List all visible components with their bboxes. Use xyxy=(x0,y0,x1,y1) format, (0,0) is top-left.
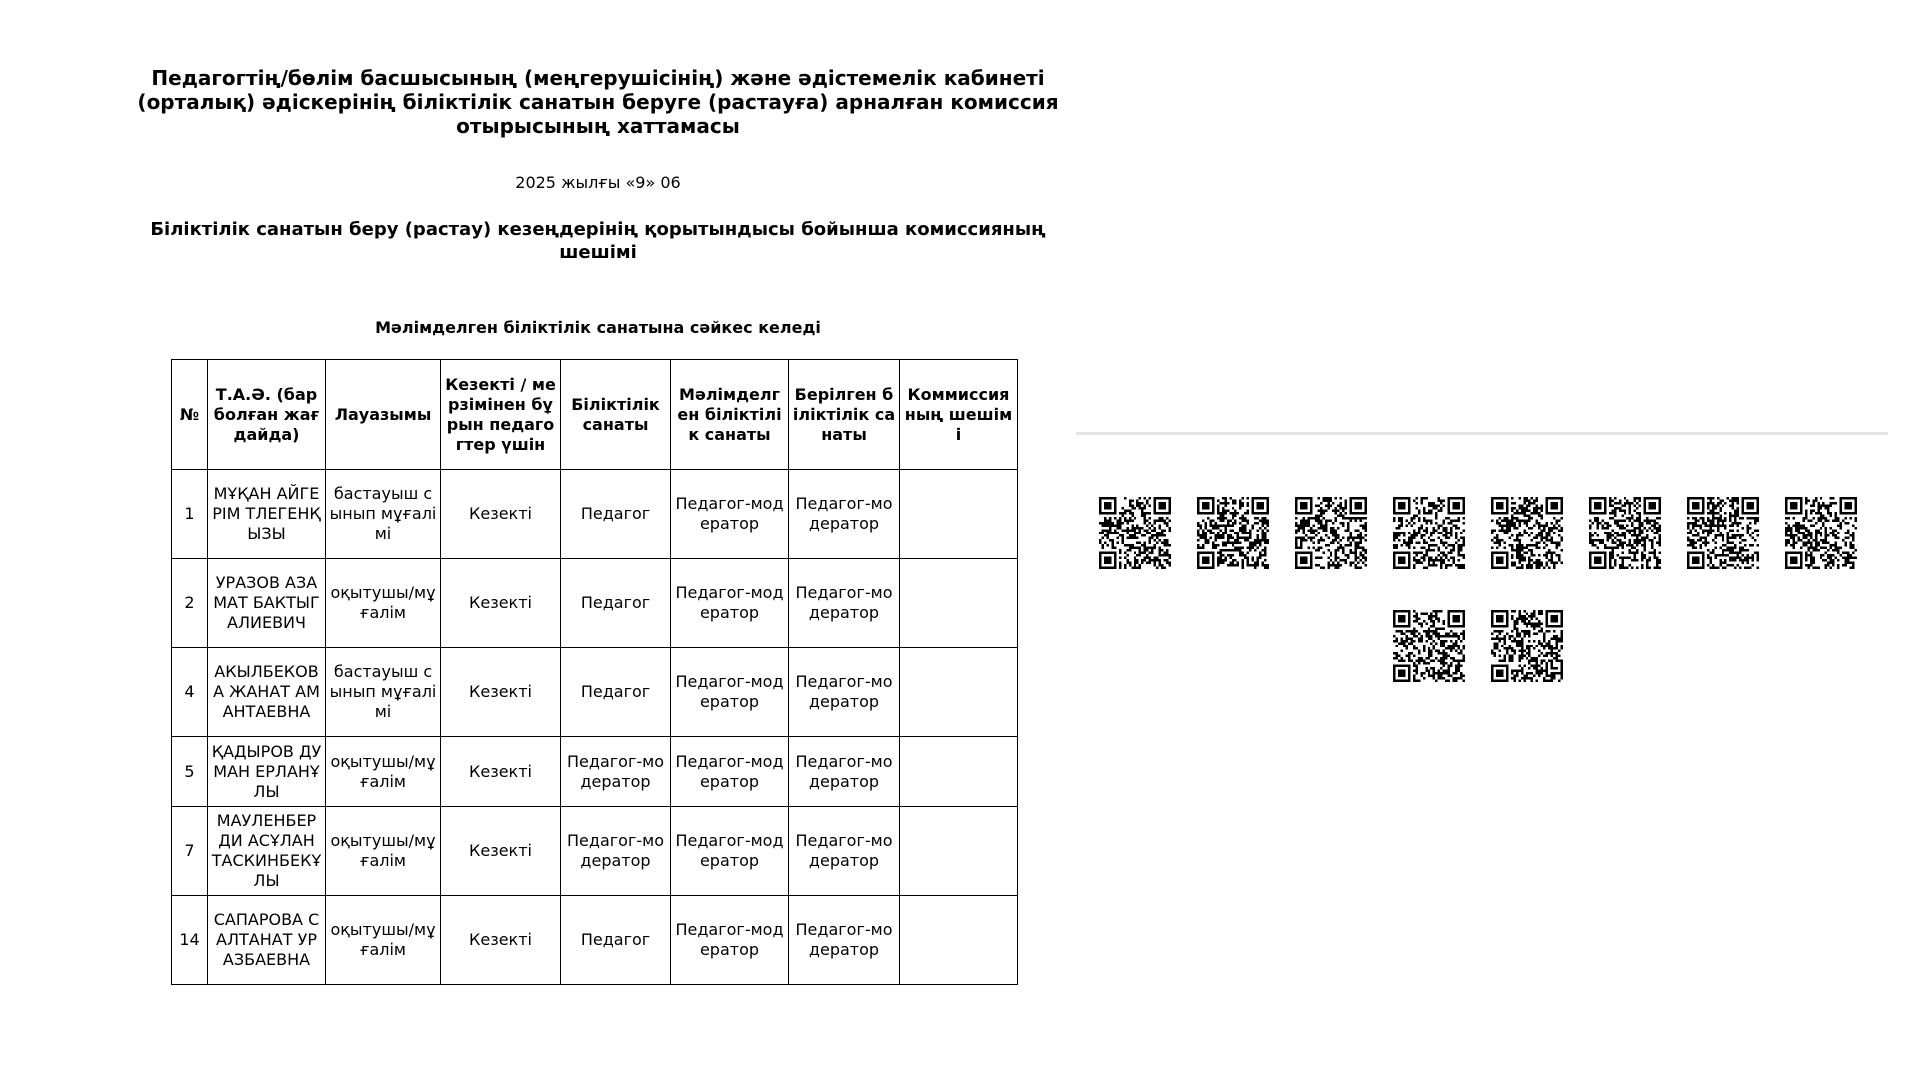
qr-code-icon xyxy=(1785,497,1857,569)
cell-declared-category: Педагог-модератор xyxy=(671,896,789,985)
qr-code-icon xyxy=(1687,497,1759,569)
cell-declared-category: Педагог-модератор xyxy=(671,648,789,737)
cell-commission-decision xyxy=(900,648,1018,737)
cell-qualification-category: Педагог xyxy=(561,648,671,737)
cell-position: оқытушы/мұғалім xyxy=(326,737,441,807)
cell-declared-category: Педагог-модератор xyxy=(671,807,789,896)
cell-number: 5 xyxy=(172,737,208,807)
cell-qualification-category: Педагог xyxy=(561,559,671,648)
column-header-full-name: Т.А.Ә. (бар болған жағдайда) xyxy=(208,360,326,470)
cell-full-name: УРАЗОВ АЗАМАТ БАКТЫГАЛИЕВИЧ xyxy=(208,559,326,648)
column-header-number: № xyxy=(172,360,208,470)
column-header-regular-or-early: Кезекті / мерзімінен бұрын педагогтер үшін xyxy=(441,360,561,470)
table-row xyxy=(172,470,1018,559)
cell-declared-category: Педагог-модератор xyxy=(671,470,789,559)
page-divider xyxy=(1076,432,1888,435)
table-row xyxy=(172,807,1018,896)
cell-regular-or-early: Кезекті xyxy=(441,737,561,807)
cell-full-name: МАУЛЕНБЕРДИ АСҰЛАН ТАСКИНБЕКҰЛЫ xyxy=(208,807,326,896)
column-header-declared-category: Мәлімделген біліктілік санаты xyxy=(671,360,789,470)
column-header-commission-decision: Коммиссияның шешімі xyxy=(900,360,1018,470)
cell-full-name: САПАРОВА САЛТАНАТ УРАЗБАЕВНА xyxy=(208,896,326,985)
document-title: Педагогтің/бөлім басшысының (меңгерушісінің) және әдістемелік кабинеті (орталық) әдіскерінің біліктілік санатын беруге (растауға) арналған комиссия отырысының хаттамасы xyxy=(137,66,1059,138)
table-row xyxy=(172,896,1018,985)
cell-position: бастауыш сынып мұғалімі xyxy=(326,648,441,737)
qr-code-icon xyxy=(1295,497,1367,569)
cell-position: оқытушы/мұғалім xyxy=(326,559,441,648)
qr-code-icon xyxy=(1491,497,1563,569)
cell-full-name: МҰҚАН АЙГЕРІМ ТЛЕГЕНҚЫЗЫ xyxy=(208,470,326,559)
cell-assigned-category: Педагог-модератор xyxy=(789,559,900,648)
cell-number: 14 xyxy=(172,896,208,985)
table-row xyxy=(172,648,1018,737)
qr-code-icon xyxy=(1393,610,1465,682)
cell-regular-or-early: Кезекті xyxy=(441,559,561,648)
cell-regular-or-early: Кезекті xyxy=(441,807,561,896)
cell-commission-decision xyxy=(900,470,1018,559)
cell-number: 1 xyxy=(172,470,208,559)
protocol-table xyxy=(171,359,1018,985)
cell-position: оқытушы/мұғалім xyxy=(326,807,441,896)
cell-commission-decision xyxy=(900,807,1018,896)
decision-heading: Біліктілік санатын беру (растау) кезеңдерінің қорытындысы бойынша комиссияның шешімі xyxy=(150,219,1046,263)
table-heading: Мәлімделген біліктілік санатына сәйкес келеді xyxy=(375,318,821,337)
cell-commission-decision xyxy=(900,559,1018,648)
cell-regular-or-early: Кезекті xyxy=(441,648,561,737)
qr-code-row xyxy=(1093,610,1863,682)
cell-full-name: ҚАДЫРОВ ДУМАН ЕРЛАНҰЛЫ xyxy=(208,737,326,807)
cell-full-name: АКЫЛБЕКОВА ЖАНАТ АМАНТАЕВНА xyxy=(208,648,326,737)
column-header-position: Лауазымы xyxy=(326,360,441,470)
table-header-row xyxy=(172,360,1018,470)
qr-code-icon xyxy=(1197,497,1269,569)
cell-number: 2 xyxy=(172,559,208,648)
table-row xyxy=(172,737,1018,807)
column-header-assigned-category: Берілген біліктілік санаты xyxy=(789,360,900,470)
cell-assigned-category: Педагог-модератор xyxy=(789,648,900,737)
qr-code-icon xyxy=(1589,497,1661,569)
cell-assigned-category: Педагог-модератор xyxy=(789,470,900,559)
cell-qualification-category: Педагог xyxy=(561,470,671,559)
qr-code-icon xyxy=(1099,497,1171,569)
cell-position: оқытушы/мұғалім xyxy=(326,896,441,985)
document-date: 2025 жылғы «9» 06 xyxy=(515,173,681,192)
qr-code-icon xyxy=(1491,610,1563,682)
cell-regular-or-early: Кезекті xyxy=(441,470,561,559)
table-row xyxy=(172,559,1018,648)
cell-declared-category: Педагог-модератор xyxy=(671,737,789,807)
cell-declared-category: Педагог-модератор xyxy=(671,559,789,648)
cell-number: 4 xyxy=(172,648,208,737)
cell-assigned-category: Педагог-модератор xyxy=(789,896,900,985)
cell-assigned-category: Педагог-модератор xyxy=(789,737,900,807)
cell-qualification-category: Педагог-модератор xyxy=(561,737,671,807)
cell-commission-decision xyxy=(900,896,1018,985)
cell-number: 7 xyxy=(172,807,208,896)
cell-position: бастауыш сынып мұғалімі xyxy=(326,470,441,559)
qr-code-row xyxy=(1093,497,1863,569)
cell-commission-decision xyxy=(900,737,1018,807)
cell-regular-or-early: Кезекті xyxy=(441,896,561,985)
qr-code-icon xyxy=(1393,497,1465,569)
column-header-qualification-category: Біліктілік санаты xyxy=(561,360,671,470)
cell-qualification-category: Педагог-модератор xyxy=(561,807,671,896)
cell-assigned-category: Педагог-модератор xyxy=(789,807,900,896)
cell-qualification-category: Педагог xyxy=(561,896,671,985)
